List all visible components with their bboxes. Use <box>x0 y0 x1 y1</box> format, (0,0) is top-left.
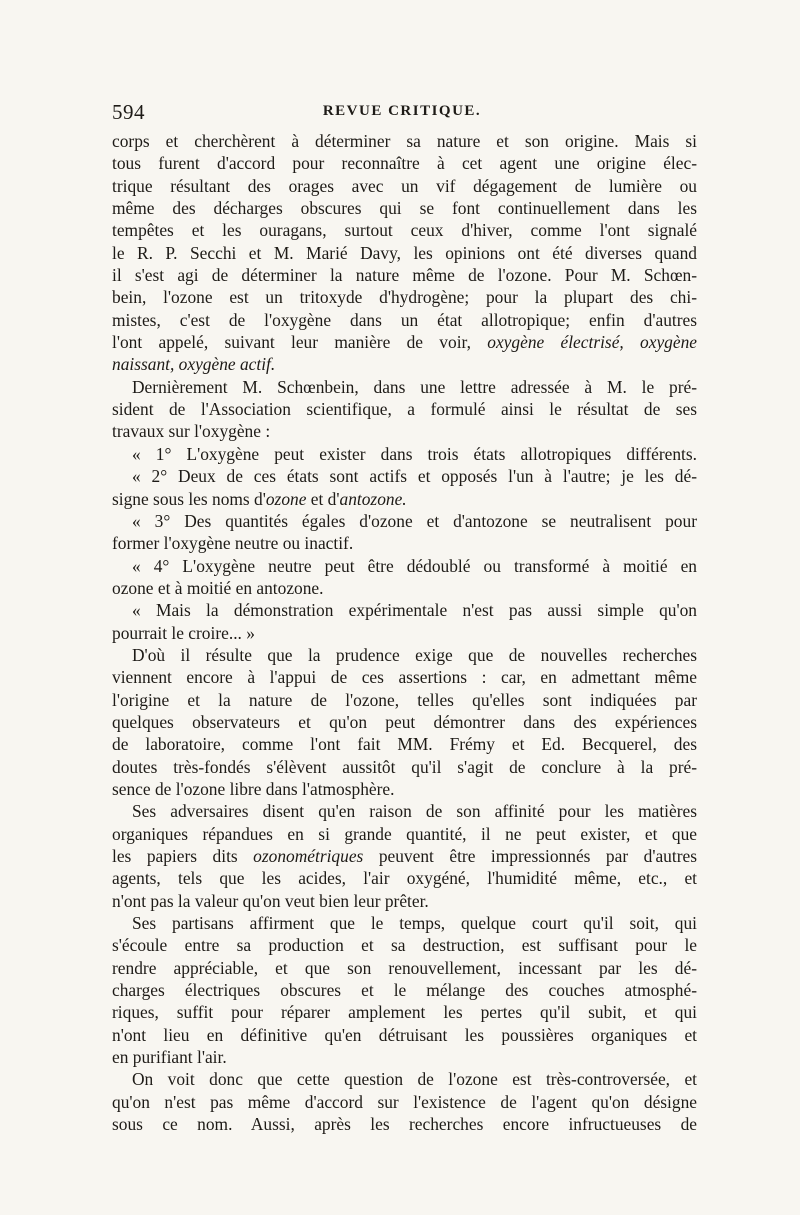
text-line: corps et cherchèrent à déterminer sa nature et son origine. Mais si <box>112 131 697 151</box>
text-span: l'ont appelé, suivant leur manière de voir, <box>112 332 488 353</box>
text-line: sous ce nom. Aussi, après les recherches encore infructueuses de <box>112 1114 697 1135</box>
text-line: tempêtes et les ouragans, surtout ceux d'hiver, comme l'ont signalé <box>112 220 697 241</box>
text-line: rendre appréciable, et que son renouvellement, incessant par les dé- <box>112 957 697 978</box>
text-line: le R. P. Secchi et M. Marié Davy, les opinions ont été diverses quand <box>112 242 697 263</box>
text-line: il s'est agi de déterminer la nature même de l'ozone. Pour M. Schœn- <box>112 265 697 286</box>
italic-span: oxygène électrisé, oxygène <box>487 332 697 353</box>
text-line: sence de l'ozone libre dans l'atmosphère. <box>112 778 395 799</box>
text-line: en purifiant l'air. <box>112 1047 227 1068</box>
running-head: REVUE CRITIQUE. <box>322 103 482 119</box>
text-line: pourrait le croire... » <box>112 622 255 643</box>
text-span: peuvent être impressionnés par d'autres <box>363 846 697 866</box>
text-line: On voit donc que cette question de l'ozone est très-controversée, et <box>132 1069 697 1090</box>
text-line: Ses partisans affirment que le temps, quelque court qu'il soit, qui <box>132 913 697 934</box>
text-line: « 4° L'oxygène neutre peut être dédoublé ou transformé à moitié en <box>132 555 697 576</box>
text-line <box>112 353 697 375</box>
text-line: charges électriques obscures et le mélange des couches atmosphé- <box>112 980 697 1001</box>
text-line: « 3° Des quantités égales d'ozone et d'antozone se neutralisent pour <box>132 510 697 531</box>
text-span: et d' <box>306 488 340 509</box>
text-line: « 2° Deux de ces états sont actifs et opposés l'un à l'autre; je les dé- <box>132 466 697 487</box>
page-header <box>112 100 692 124</box>
text-span: signe sous les noms d' <box>112 488 266 509</box>
text-line: sident de l'Association scientifique, a formulé ainsi le résultat de ses <box>112 399 697 420</box>
text-line: viennent encore à l'appui de ces assertions : car, en admettant même <box>112 667 697 688</box>
text-line: l'origine et la nature de l'ozone, telles qu'elles sont indiquées par <box>112 689 697 710</box>
text-line: de laboratoire, comme l'ont fait MM. Frémy et Ed. Becquerel, des <box>112 734 697 755</box>
text-span: les papiers dits <box>112 846 254 866</box>
text-line: former l'oxygène neutre ou inactif. <box>112 533 354 554</box>
italic-span: ozone <box>265 488 307 509</box>
text-line: « 1° L'oxygène peut exister dans trois états allotropiques différents. <box>132 443 697 464</box>
text-line: Dernièrement M. Schœnbein, dans une lettre adressée à M. le pré- <box>132 376 697 397</box>
text-line: n'ont pas la valeur qu'on veut bien leur prêter. <box>112 890 429 911</box>
italic-span: antozone. <box>339 488 407 509</box>
text-line: trique résultant des orages avec un vif dégagement de lumière ou <box>112 175 697 196</box>
page-number: 594 <box>112 100 145 124</box>
text-line: D'où il résulte que la prudence exige que de nouvelles recherches <box>132 644 697 665</box>
text-line: n'ont lieu en définitive qu'en détruisant les poussières organiques et <box>112 1024 697 1045</box>
text-line: « Mais la démonstration expérimentale n'est pas aussi simple qu'on <box>132 600 697 621</box>
text-line: même des décharges obscures qui se font continuellement dans les <box>112 198 697 219</box>
text-line: agents, tels que les acides, l'air oxygéné, l'humidité même, etc., et <box>112 868 697 889</box>
text-line <box>112 488 697 510</box>
italic-span: ozonométriques <box>253 846 364 866</box>
text-line: tous furent d'accord pour reconnaître à cet agent une origine élec- <box>112 153 697 174</box>
text-line: ozone et à moitié en antozone. <box>112 577 324 598</box>
text-line <box>112 331 697 353</box>
text-line: qu'on n'est pas même d'accord sur l'existence de l'agent qu'on désigne <box>112 1091 697 1112</box>
text-line: s'écoule entre sa production et sa destruction, est suffisant pour le <box>112 935 697 956</box>
text-line: doutes très-fondés s'élèvent aussitôt qu'il s'agit de conclure à la pré- <box>112 756 697 777</box>
text-line <box>112 845 697 867</box>
text-line: mistes, c'est de l'oxygène dans un état allotropique; enfin d'autres <box>112 309 697 330</box>
text-line: travaux sur l'oxygène : <box>112 421 271 442</box>
text-line: riques, suffit pour réparer amplement les pertes qu'il subit, et qui <box>112 1002 697 1023</box>
body-text <box>112 130 697 1135</box>
text-line: Ses adversaires disent qu'en raison de son affinité pour les matières <box>132 801 697 822</box>
text-line: bein, l'ozone est un tritoxyde d'hydrogène; pour la plupart des chi- <box>112 287 697 308</box>
text-line: quelques observateurs et qu'on peut démontrer dans des expériences <box>112 711 697 732</box>
text-line: organiques répandues en si grande quantité, il ne peut exister, et que <box>112 823 697 844</box>
italic-span: naissant, oxygène actif. <box>112 354 276 375</box>
